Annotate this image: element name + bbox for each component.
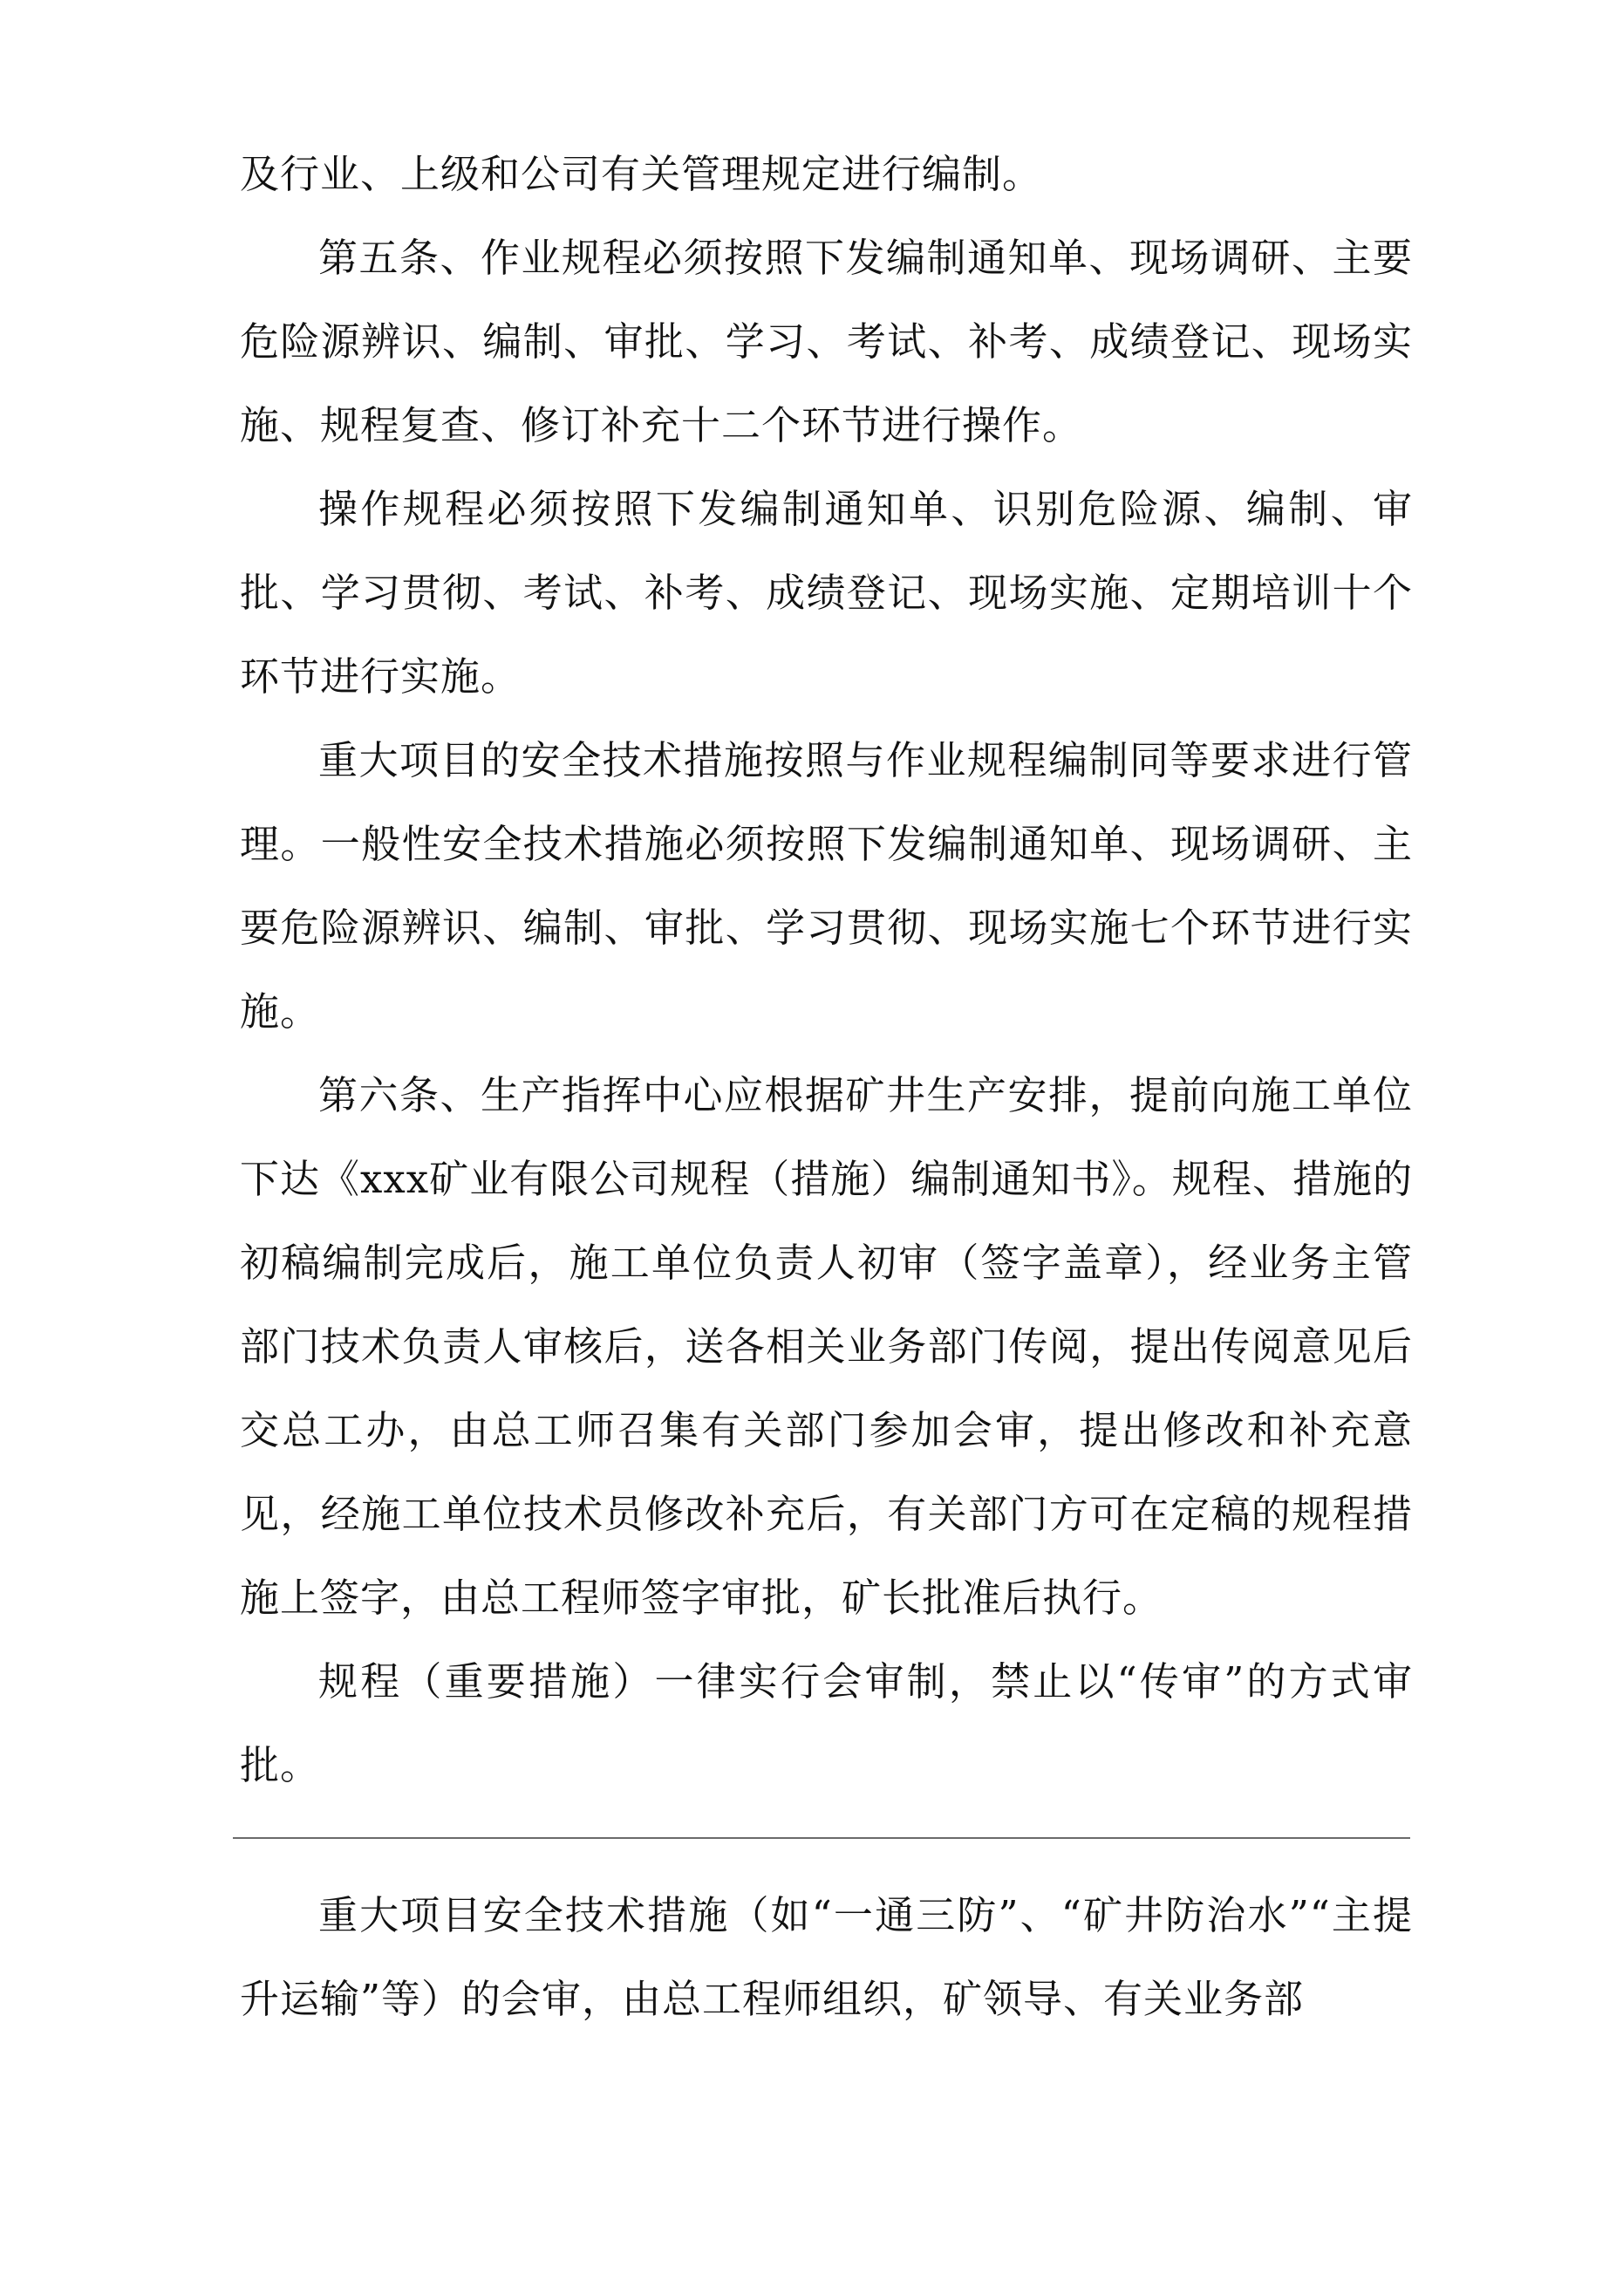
document-body-lower (240, 1874, 1413, 2041)
paragraph-joint-review: 规程（重要措施）一律实行会审制，禁止以“传审”的方式审批。 (240, 1658, 1413, 1788)
page-divider (233, 1837, 1410, 1839)
paragraph-operating-rules: 操作规程必须按照下发编制通知单、识别危险源、编制、审批、学习贯彻、考试、补考、成绩登记、现场实施、定期培训十个环节进行实施。 (240, 486, 1413, 700)
paragraph-safety-measures: 重大项目的安全技术措施按照与作业规程编制同等要求进行管理。一般性安全技术措施必须按照下发编制通知单、现场调研、主要危险源辨识、编制、审批、学习贯彻、现场实施七个环节进行实施。 (240, 737, 1413, 1035)
paragraph-article-6: 第六条、生产指挥中心应根据矿井生产安排，提前向施工单位下达《xxx矿业有限公司规程（措施）编制通知书》。规程、措施的初稿编制完成后，施工单位负责人初审（签字盖章），经业务主管部门技术负责人审核后，送各相关业务部门传阅，提出传阅意见后交总工办，由总工师召集有关部门参加会审，提出修改和补充意见，经施工单位技术员修改补充后，有关部门方可在定稿的规程措施上签字，由总工程师签字审批，矿长批准后执行。 (240, 1072, 1413, 1621)
paragraph-major-project-review: 重大项目安全技术措施（如“一通三防”、“矿井防治水”“主提升运输”等）的会审，由总工程师组织，矿领导、有关业务部 (240, 1892, 1413, 2022)
document-body-upper (240, 133, 1413, 1807)
paragraph-article-5: 第五条、作业规程必须按照下发编制通知单、现场调研、主要危险源辨识、编制、审批、学习、考试、补考、成绩登记、现场实施、规程复查、修订补充十二个环节进行操作。 (240, 235, 1413, 448)
paragraph-continuation: 及行业、上级和公司有关管理规定进行编制。 (240, 151, 1043, 197)
